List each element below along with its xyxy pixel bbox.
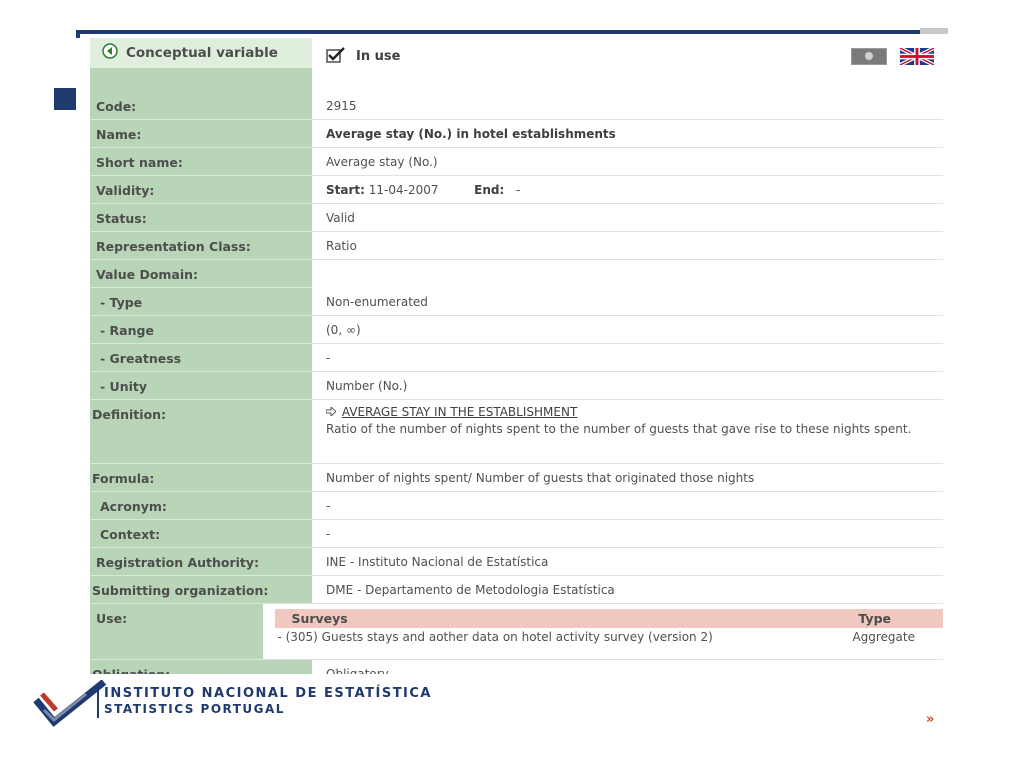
- uses-table-row: [277, 630, 943, 644]
- uses-table-header: [275, 609, 943, 628]
- row-value: INE - Instituto Nacional de Estatística: [312, 548, 943, 576]
- row-code: [90, 92, 943, 120]
- row-value: -: [312, 344, 943, 372]
- slide-bullet-square: [54, 88, 76, 110]
- row-value: [312, 176, 943, 204]
- row-value: Number of nights spent/ Number of guests that originated those nights: [312, 464, 943, 492]
- row-acronym: [90, 492, 943, 520]
- institution-subtitle: STATISTICS PORTUGAL: [104, 702, 285, 716]
- top-frame-corner: [76, 30, 80, 38]
- row-short-name: [90, 148, 943, 176]
- row-value-domain: [90, 260, 943, 288]
- spacer-row: [90, 68, 943, 92]
- row-value: [312, 260, 943, 288]
- survey-name: - (305) Guests stays and aother data on hotel activity survey (version 2): [277, 630, 713, 644]
- row-value: -: [312, 520, 943, 548]
- card-header: [90, 38, 943, 68]
- validity-end-value: -: [515, 183, 521, 197]
- row-context: [90, 520, 943, 548]
- logo-divider: [97, 688, 99, 718]
- status-label: In use: [356, 49, 401, 64]
- variable-card: [90, 38, 943, 688]
- row-label: Use:: [90, 604, 263, 660]
- row-label: Acronym:: [90, 492, 312, 520]
- row-label: Value Domain:: [90, 260, 312, 288]
- row-value: Ratio: [312, 232, 943, 260]
- header-left: [90, 38, 312, 68]
- header-right: [312, 38, 943, 68]
- row-label: Short name:: [90, 148, 312, 176]
- row-value: -: [312, 492, 943, 520]
- section-title: Conceptual variable: [126, 45, 278, 61]
- variable-name: Average stay (No.) in hotel establishments: [326, 127, 616, 141]
- top-frame-scroll-stub: [920, 28, 948, 34]
- spacer-value: [312, 68, 943, 92]
- col-surveys: Surveys: [291, 611, 348, 626]
- row-value: [312, 400, 943, 464]
- row-value: [312, 120, 943, 148]
- row-label: Registration Authority:: [90, 548, 312, 576]
- institution-name: INSTITUTO NACIONAL DE ESTATÍSTICA: [104, 686, 432, 701]
- row-value: Valid: [312, 204, 943, 232]
- row-label: Definition:: [90, 400, 312, 464]
- spacer-label: [90, 68, 312, 92]
- row-value: Non-enumerated: [312, 288, 943, 316]
- checkmark-icon: [326, 47, 346, 67]
- row-value: 2915: [312, 92, 943, 120]
- portugal-flag-icon[interactable]: [851, 48, 887, 65]
- language-icons: [851, 48, 943, 65]
- row-label: Code:: [90, 92, 312, 120]
- row-label: - Greatness: [90, 344, 312, 372]
- row-range: [90, 316, 943, 344]
- definition-link[interactable]: AVERAGE STAY IN THE ESTABLISHMENT: [341, 405, 578, 419]
- row-type: [90, 288, 943, 316]
- col-type: Type: [858, 611, 891, 626]
- row-status: [90, 204, 943, 232]
- validity-start-label: Start:: [326, 183, 365, 197]
- row-formula: [90, 464, 943, 492]
- row-use: [90, 604, 943, 660]
- row-label: Formula:: [90, 464, 312, 492]
- row-value: (0, ∞): [312, 316, 943, 344]
- uk-flag-icon[interactable]: [899, 48, 935, 65]
- row-label: - Unity: [90, 372, 312, 400]
- row-label: Name:: [90, 120, 312, 148]
- row-name: [90, 120, 943, 148]
- row-greatness: [90, 344, 943, 372]
- row-unity: [90, 372, 943, 400]
- row-value: [263, 604, 943, 660]
- row-label: Context:: [90, 520, 312, 548]
- arrow-right-icon: [326, 405, 336, 419]
- top-frame-bar: [78, 30, 948, 34]
- row-representation-class: [90, 232, 943, 260]
- row-definition: [90, 400, 943, 464]
- definition-link-line: [326, 405, 943, 419]
- survey-type: Aggregate: [852, 630, 915, 644]
- row-registration-authority: [90, 548, 943, 576]
- row-value: Number (No.): [312, 372, 943, 400]
- next-page-button[interactable]: »: [926, 712, 935, 727]
- row-label: Submitting organization:: [90, 576, 312, 604]
- row-submitting-organization: [90, 576, 943, 604]
- validity-end-label: End:: [474, 183, 505, 197]
- back-arrow-icon[interactable]: [102, 43, 118, 63]
- definition-text: Ratio of the number of nights spent to the number of guests that gave rise to these nights spent.: [326, 422, 912, 436]
- row-validity: [90, 176, 943, 204]
- row-value: DME - Departamento de Metodologia Estatística: [312, 576, 943, 604]
- row-label: Status:: [90, 204, 312, 232]
- row-value: Average stay (No.): [312, 148, 943, 176]
- validity-start-value: 11-04-2007: [368, 183, 439, 197]
- row-label: Representation Class:: [90, 232, 312, 260]
- row-label: - Type: [90, 288, 312, 316]
- row-label: - Range: [90, 316, 312, 344]
- row-label: Validity:: [90, 176, 312, 204]
